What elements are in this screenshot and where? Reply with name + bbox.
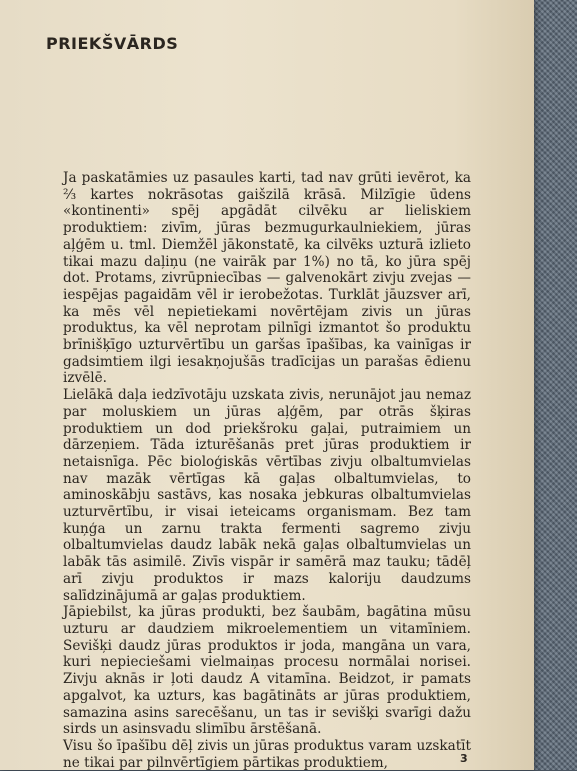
page-number: 3	[460, 752, 468, 765]
paragraph-3: Jāpiebilst, ka jūras produkti, bez šaubām, bagātina mūsu uzturu ar daudziem mikroelementiem un vitamīniem. Sevišķi daudz jūras produktos ir joda, mangāna un vara, kuri nepieciešami vielmaiņas procesu normālai norisei. Zivju aknās ir ļoti daudz A vitamīna. Beidzot, ir pamats apgalvot, ka uzturs, kas bagātināts ar jūras produktiem, samazina asins sarecēšanu, un tas ir sevišķi svarīgi dažu sirds un asinsvadu slimību ārstēšanā.	[63, 604, 471, 738]
paragraph-4: Visu šo īpašību dēļ zivis un jūras produktus varam uzskatīt ne tikai par pilnvērtīgiem pārtikas produktiem,	[63, 737, 471, 771]
paragraph-2: Lielākā daļa iedzīvotāju uzskata zivis, nerunājot jau nemaz par moluskiem un jūras aļģēm, par otrās šķiras produktiem un dod priekšroku gaļai, putraimiem un dārzeņiem. Tāda izturēšanās pret jūras produktiem ir netaisnīga. Pēc bioloģiskās vērtības zivju olbaltumvielas nav mazāk vērtīgas kā gaļas olbaltumvielas, to aminoskābju sastāvs, kas nosaka jebkuras olbaltumvielas uzturvērtību, ir visai ieteicams organismam. Bez tam kuņģa un zarnu trakta fermenti sagremo zivju olbaltumvielas daudz labāk nekā gaļas olbaltumvielas un labāk tās asimilē. Zivīs vispār ir samērā maz tauku; tādēļ arī zivju produktos ir mazs kaloriju daudzums salīdzinājumā ar gaļas produktiem.	[63, 387, 471, 604]
paragraph-1: Ja paskatāmies uz pasaules karti, tad nav grūti ievērot, ka ⅔ kartes nokrāsotas gaišzilā krāsā. Milzīgie ūdens «kontinenti» spēj apgādāt cilvēku ar lieliskiem produktiem: zivīm, jūras bezmugurkaulniekiem, jūras aļģēm u. tml. Diemžēl jākonstatē, ka cilvēks uzturā izlieto tikai mazu daļiņu (ne vairāk par 1%) no tā, ko jūra spēj dot. Protams, zivrūpniecības — galvenokārt zivju zvejas — iespējas pagaidām vēl ir ierobežotas. Turklāt jāuzsver arī, ka mēs vēl nepietiekami novērtējam zivis un jūras produktus, ka vēl neprotam pilnīgi izmantot šo produktu brīnišķīgo uzturvērtību un garšas īpašības, ka vainīgas ir gadsimtiem ilgi iesakņojušās tradīcijas un parašas ēdienu izvēlē.	[63, 170, 471, 387]
page-heading: PRIEKŠVĀRDS	[46, 34, 179, 53]
fabric-background	[530, 0, 577, 770]
body-text	[63, 170, 471, 771]
